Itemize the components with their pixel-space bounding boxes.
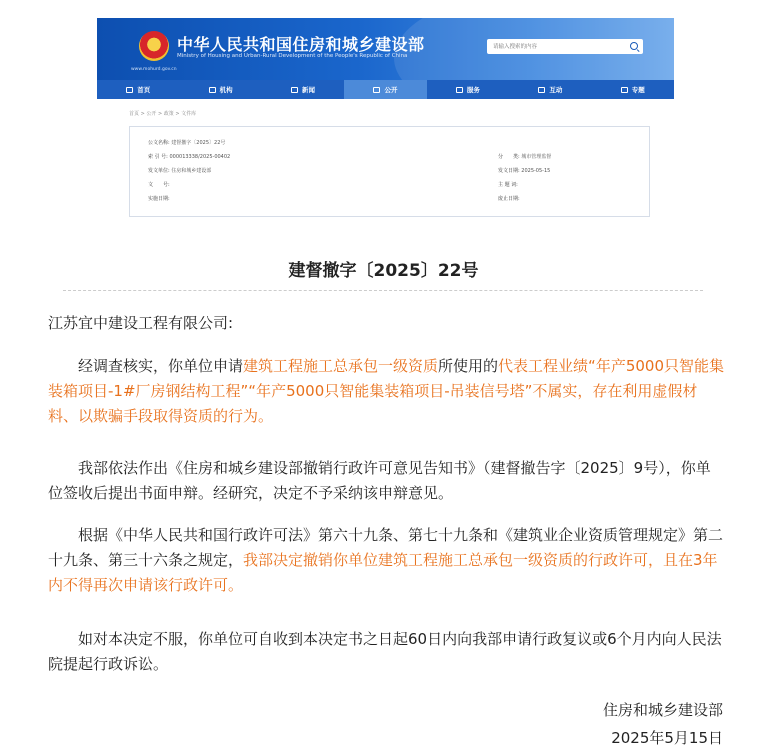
site-url: www.mohurd.gov.cn: [131, 67, 177, 72]
document-meta-table: [129, 126, 650, 217]
nav-item-service[interactable]: 服务: [427, 80, 509, 99]
search-input[interactable]: [487, 39, 623, 54]
document-title: 建督撤字〔2025〕22号: [288, 261, 479, 281]
site-subtitle-en: Ministry of Housing and Urban-Rural Development of the People's Republic of China: [177, 53, 408, 59]
meta-category: 分 类: 城市管理监督: [498, 154, 552, 160]
home-icon: [126, 87, 133, 93]
meta-issuer: 发文单位: 住房和城乡建设部: [148, 168, 212, 174]
service-icon: [456, 87, 463, 93]
addressee: 江苏宜中建设工程有限公司:: [48, 314, 234, 332]
meta-issue-date: 发文日期: 2025-05-15: [498, 168, 551, 174]
nav-item-news[interactable]: 新闻: [262, 80, 344, 99]
breadcrumb: 首页 > 公开 > 政策 > 文件库: [129, 111, 197, 117]
title-divider: [63, 290, 703, 291]
meta-effective-date: 实施日期:: [148, 196, 170, 202]
news-icon: [291, 87, 298, 93]
embedded-website-screenshot: [97, 18, 674, 228]
search-box[interactable]: [487, 39, 643, 54]
paragraph-decision: 根据《中华人民共和国行政许可法》第六十九条、第七十九条和《建筑业企业资质管理规定》第二十九条、第三十六条之规定，我部决定撤销你单位建筑工程施工总承包一级资质的行政许可，且在3年内不得再次申请该行政许可。: [48, 526, 724, 594]
national-emblem-icon: [139, 31, 169, 61]
paragraph-findings: 经调查核实，你单位申请建筑工程施工总承包一级资质所使用的代表工程业绩“年产5000只智能集装箱项目-1#厂房钢结构工程”“年产5000只智能集装箱项目-吊装信号塔”不属实，存在利用虚假材料、以欺骗手段取得资质的行为。: [48, 357, 724, 425]
signer: 住房和城乡建设部: [602, 701, 723, 719]
meta-topic: 主 题 词:: [498, 182, 518, 188]
topic-icon: [621, 87, 628, 93]
paragraph-defense: 我部依法作出《住房和城乡建设部撤销行政许可意见告知书》（建督撤告字〔2025〕9号），你单位签收后提出书面申辩。经研究，决定不予采纳该申辩意见。: [48, 459, 711, 502]
meta-index: 索 引 号: 000013338/2025-00402: [148, 154, 231, 160]
nav-item-public[interactable]: 公开: [344, 80, 426, 99]
nav-item-organization[interactable]: 机构: [179, 80, 261, 99]
paragraph-appeal: 如对本决定不服，你单位可自收到本决定书之日起60日内向我部申请行政复议或6个月内向人民法院提起行政诉讼。: [48, 630, 722, 673]
document-icon: [373, 87, 380, 93]
site-banner: [97, 18, 674, 80]
site-title: 中华人民共和国住房和城乡建设部: [177, 35, 425, 54]
nav-item-home[interactable]: 首页: [97, 80, 179, 99]
nav-item-topics[interactable]: 专题: [592, 80, 674, 99]
main-nav: [97, 80, 674, 99]
chat-icon: [538, 87, 545, 93]
meta-doc-name: 公文名称: 建督撤字〔2025〕22号: [148, 140, 226, 146]
sign-date: 2025年5月15日: [611, 729, 723, 747]
search-icon[interactable]: [630, 42, 638, 50]
nav-item-interaction[interactable]: 互动: [509, 80, 591, 99]
meta-expire-date: 废止日期:: [498, 196, 520, 202]
building-icon: [209, 87, 216, 93]
meta-number: 文 号:: [148, 182, 170, 188]
